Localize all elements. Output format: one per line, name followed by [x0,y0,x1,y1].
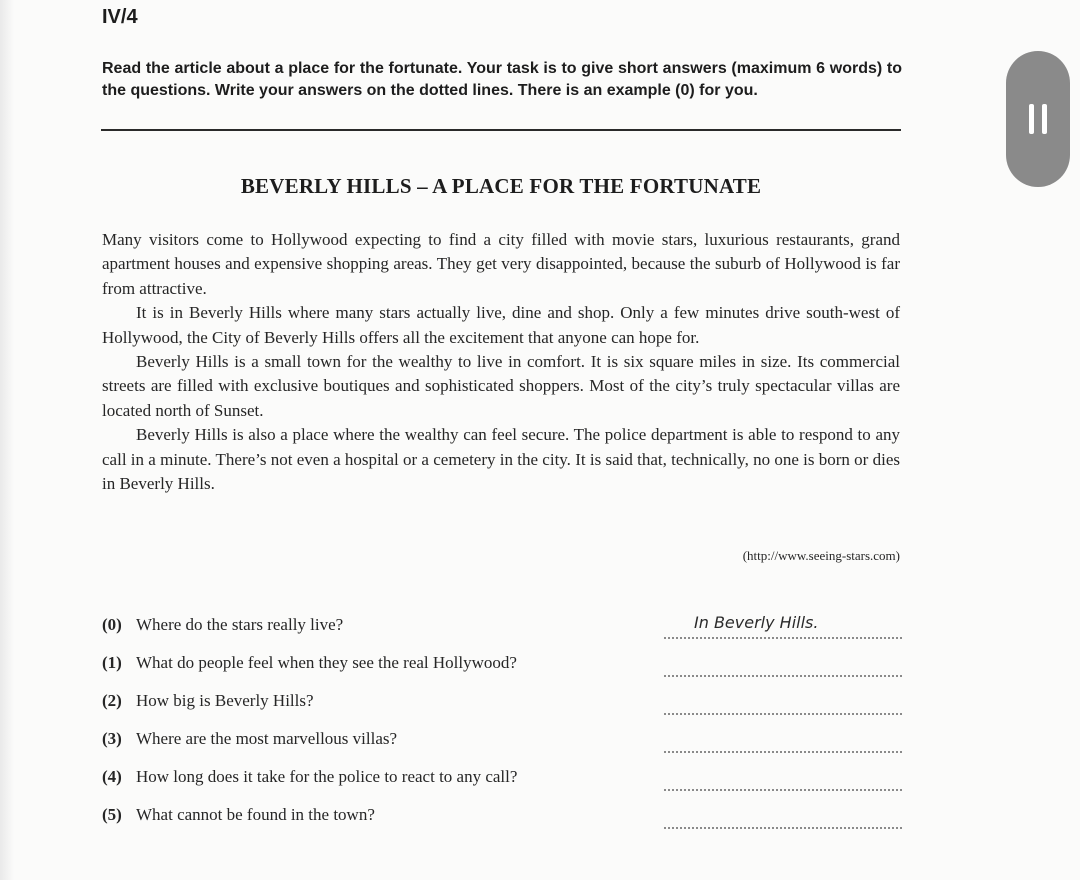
article-paragraph: Many visitors come to Hollywood expecting to find a city filled with movie stars, luxurious restaurants, grand apartment houses and expensive shopping areas. They get very disappointed, because the suburb of Hollywood is far from attractive. [102,230,900,298]
handwritten-answer: In Beverly Hills. [694,613,819,632]
pause-icon [1029,104,1047,134]
question-text: What cannot be found in the town? [136,805,375,824]
question-number: (1) [102,653,122,672]
answer-line[interactable] [664,673,902,677]
article-source: (http://www.seeing-stars.com) [742,548,900,563]
question-number: (2) [102,691,122,710]
question-row [102,799,902,837]
answer-line[interactable] [664,711,902,715]
question-number: (3) [102,729,122,748]
pause-button[interactable] [1006,51,1070,187]
article-title: BEVERLY HILLS – A PLACE FOR THE FORTUNATE [240,174,762,198]
task-instructions: Read the article about a place for the fortunate. Your task is to give short answers (maximum 6 words) to the questions. Write your answers on the dotted lines. There is an example (0) for you. [102,60,902,99]
article-body [102,228,900,496]
answer-line[interactable] [664,635,902,639]
article-paragraph: Beverly Hills is also a place where the wealthy can feel secure. The police department is able to respond to any call in a minute. There’s not even a hospital or a cemetery in the city. It is said that, technically, no one is born or dies in Beverly Hills. [102,425,900,494]
answer-line[interactable] [664,825,902,829]
question-text: Where do the stars really live? [136,615,344,634]
question-row [102,647,902,685]
page-edge-shadow [0,0,14,880]
question-row [102,609,902,647]
question-row [102,761,902,799]
divider [101,129,901,131]
question-row [102,723,902,761]
question-text: How long does it take for the police to react to any call? [136,767,518,786]
question-number: (5) [102,805,122,824]
question-number: (4) [102,767,122,786]
answer-line[interactable] [664,787,902,791]
question-row [102,685,902,723]
question-number: (0) [102,615,122,634]
answer-line[interactable] [664,749,902,753]
article-paragraph: Beverly Hills is a small town for the wealthy to live in comfort. It is six square miles in size. Its commercial streets are filled with exclusive boutiques and sophisticated shoppers. Most of the city’s truly spectacular villas are located north of Sunset. [102,352,900,420]
question-list [102,609,902,837]
question-text: Where are the most marvellous villas? [136,729,398,748]
section-id: IV/4 [102,6,138,28]
article-paragraph: It is in Beverly Hills where many stars actually live, dine and shop. Only a few minutes drive south-west of Hollywood, the City of Beverly Hills offers all the excitement that anyone can hope for. [102,303,900,347]
question-text: What do people feel when they see the real Hollywood? [136,653,517,672]
question-text: How big is Beverly Hills? [136,691,314,710]
